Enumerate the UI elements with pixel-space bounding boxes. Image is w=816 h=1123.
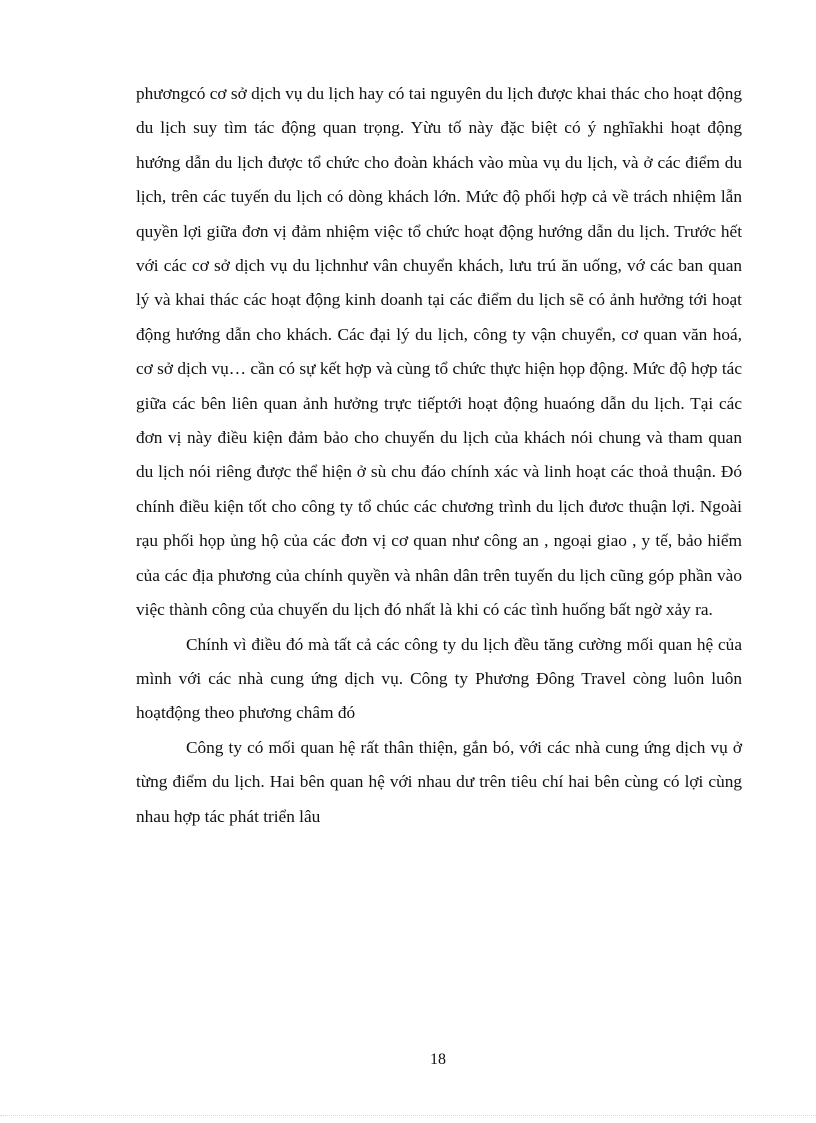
page-number: 18 [430,1051,446,1068]
paragraph-continued: phươngcó cơ sở dịch vụ du lịch hay có tai nguyên du lịch được khai thác cho hoạt động du lịch suy tìm tác động quan trọng. Yừu tố này đặc biệt có ý nghĩakhi hoạt động hướng dẫn du lịch được tổ chức cho đoàn khách vào mùa vụ du lịch, và ở các điểm du lịch, trên các tuyến du lịch có dòng khách lớn. Mức độ phối hợp cả về trách nhiệm lẫn quyền lợi giữa đơn vị đảm nhiệm việc tổ chức hoạt động hướng dẫn du lịch. Trước hết với các cơ sở dịch vụ du lịchnhư vân chuyển khách, lưu trú ăn uống, vớ các ban quan lý và khai thác các hoạt động kinh doanh tại các điểm du lịch sẽ có ảnh hưởng tới hoạt động hướng dẫn cho khách. Các đại lý du lịch, công ty vận chuyển, cơ quan văn hoá, cơ sở dịch vụ… cần có sự kết hợp và cùng tổ chức thực hiện họp động. Mức độ hợp tác giữa các bên liên quan ảnh hưởng trực tiếptới hoạt động huaóng dẫn du lịch. Tại các đơn vị này điều kiện đảm bảo cho chuyến du lịch của khách nói chung và tham quan du lịch nói riêng được thể hiện ở sù chu đáo chính xác và linh hoạt các thoả thuận. Đó chính điều kiện tốt cho công ty tổ chúc các chương trình du lịch đươc thuận lợi. Ngoài rạu phối họp ủng hộ của các đơn vị cơ quan như công an , ngoại giao , y tế, bảo hiểm của các địa phương của chính quyền và nhân dân trên tuyến du lịch cũng góp phần vào việc thành công của chuyến du lịch đó nhất là khi có các tình huống bất ngờ xảy ra. [136,84,742,620]
body-text [136,77,742,834]
page-bottom-divider [0,1115,816,1116]
paragraph-company-relations: Công ty có mối quan hệ rất thân thiện, gắn bó, với các nhà cung ứng dịch vụ ở từng điểm du lịch. Hai bên quan hệ với nhau dư trên tiêu chí hai bên cùng có lợi cùng nhau hợp tác phát triển lâu [136,737,742,826]
paragraph-supplier-relations: Chính vì điều đó mà tất cả các công ty du lịch đều tăng cường mối quan hệ của mình với các nhà cung ứng dịch vụ. Công ty Phương Đông Travel còng luôn luôn hoạtđộng theo phương châm đó [136,634,742,723]
